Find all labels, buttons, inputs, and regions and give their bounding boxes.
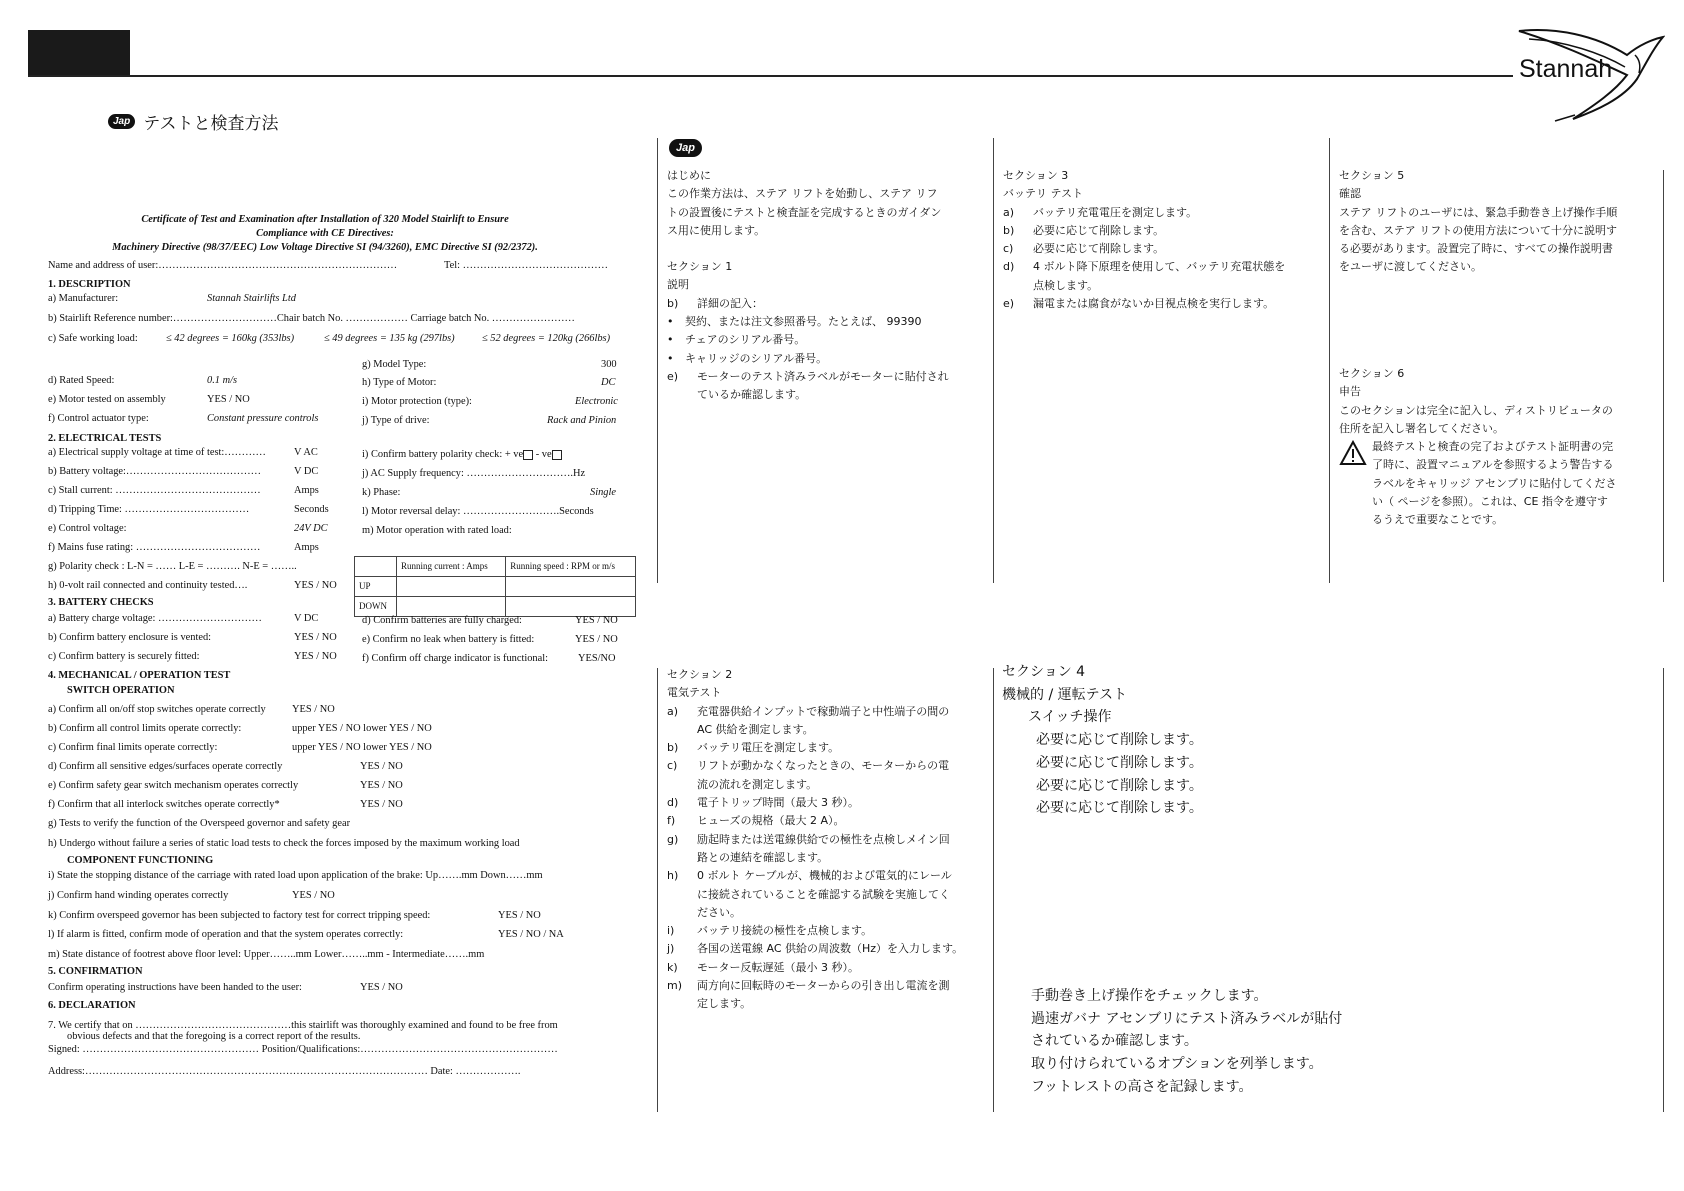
alarm-value: YES / NO / NA — [498, 929, 564, 940]
section-2-heading: セクション 2 — [667, 668, 733, 681]
ac-frequency-field: j) AC Supply frequency: ………………………….Hz — [362, 468, 586, 479]
section-4-bottom-item: 過速ガバナ アセンブリにテスト済みラベルが貼付 — [1031, 1010, 1343, 1027]
section-1-heading: セクション 1 — [667, 260, 733, 274]
item-marker: h) — [667, 869, 679, 883]
item-text: 充電器供給インプットで稼動端子と中性端子の間の — [697, 704, 950, 718]
tel-field: Tel: …………………………………… — [444, 260, 609, 271]
zero-volt-rail-value: YES / NO — [294, 580, 337, 591]
section-2-column — [667, 666, 989, 1014]
warning-block — [1339, 438, 1659, 529]
reference-number-field: b) Stairlift Reference number:…………………………Chair batch No. ……………… Carriage batch No. …………………… — [48, 313, 575, 324]
section-6-column — [1339, 365, 1659, 530]
certify-line-1: 7. We certify that on ………………………………………this stairlift was thoroughly examined and found to be free from — [48, 1020, 558, 1031]
list-item — [1003, 295, 1323, 313]
item-text: バッテリ接続の極性を点検します。 — [697, 924, 873, 938]
section-6-text: 住所を記入し署名してください。 — [1339, 421, 1504, 435]
motor-protection-label: i) Motor protection (type): — [362, 396, 472, 407]
section-3-title: バッテリ テスト — [1003, 187, 1084, 201]
battery-fitted-value: YES / NO — [294, 651, 337, 662]
item-text: ているか確認します。 — [697, 388, 807, 402]
section-5-title: 確認 — [1339, 187, 1361, 201]
section-3-heading: セクション 3 — [1003, 169, 1069, 182]
item-text: 0 ボルト ケーブルが、機械的および電気的にレール — [697, 869, 952, 883]
item-text: 各国の送電線 AC 供給の周波数（Hz）を入力します。 — [697, 942, 964, 956]
intro-line: ス用に使用します。 — [667, 223, 766, 237]
item-text: バッテリ充電電圧を測定します。 — [1033, 205, 1198, 219]
jap-badge-text: Jap — [669, 139, 702, 157]
item-marker: d) — [667, 796, 679, 810]
item-text: 両方向に回転時のモーターからの引き出し電流を測 — [697, 979, 950, 993]
list-item — [1003, 258, 1323, 295]
list-item — [667, 703, 989, 740]
item-marker: m) — [667, 979, 683, 993]
item-marker: f) — [667, 814, 676, 828]
section-4-heading: セクション 4 — [1002, 664, 1086, 680]
column-divider — [1663, 170, 1664, 582]
column-divider — [1329, 138, 1330, 583]
battery-polarity-label: i) Confirm battery polarity check: + ve — [362, 449, 524, 460]
list-item — [667, 867, 989, 922]
item-text: 定します。 — [697, 997, 752, 1011]
item-marker: a) — [1003, 205, 1015, 219]
battery-voltage-field: b) Battery voltage:………………………………… — [48, 466, 261, 477]
hand-winding-value: YES / NO — [292, 890, 335, 901]
overspeed-governor-item: g) Tests to verify the function of the Overspeed governor and safety gear — [48, 818, 351, 829]
batteries-charged-value: YES / NO — [575, 615, 618, 626]
list-item — [667, 959, 989, 977]
item-text: 流の流れを測定します。 — [697, 777, 818, 791]
item-text: に接続されていることを確認する試験を実施してく — [697, 887, 950, 901]
section-6-heading: セクション 6 — [1339, 367, 1405, 380]
page-title — [108, 109, 279, 134]
row-down-label: DOWN — [355, 597, 397, 617]
item-text: AC 供給を測定します。 — [697, 722, 814, 736]
item-marker: b) — [1003, 223, 1015, 237]
column-divider — [993, 668, 994, 1112]
intro-heading: はじめに — [667, 169, 711, 182]
section-6-text: このセクションは完全に記入し、ディストリビュータの — [1339, 403, 1613, 417]
list-item: • キャリッジのシリアル番号。 — [667, 350, 987, 368]
item-text: 点検します。 — [1033, 278, 1099, 292]
item-marker: b) — [667, 741, 679, 755]
no-leak-label: e) Confirm no leak when battery is fitted: — [362, 634, 535, 645]
rated-speed-value: 0.1 m/s — [207, 375, 238, 386]
rated-speed-label: d) Rated Speed: — [48, 375, 115, 386]
battery-vented-label: b) Confirm battery enclosure is vented: — [48, 632, 212, 643]
item-text: 4 ボルト降下原理を使用して、バッテリ充電状態を — [1033, 260, 1286, 274]
item-text: バッテリ電圧を測定します。 — [697, 741, 840, 755]
section-4-column — [1002, 661, 1362, 820]
column-divider — [1663, 668, 1664, 1112]
interlock-switches-value: YES / NO — [360, 799, 403, 810]
up-current-cell[interactable] — [397, 577, 506, 597]
section-5-column — [1339, 167, 1659, 277]
item-text: 路との連結を確認します。 — [697, 850, 829, 864]
running-table — [354, 556, 636, 617]
control-voltage-label: e) Control voltage: — [48, 523, 127, 534]
zero-volt-rail-label: h) 0-volt rail connected and continuity tested…. — [48, 580, 248, 591]
section-4-bottom-item: フットレストの高さを記録します。 — [1031, 1078, 1253, 1095]
intro-column — [667, 167, 987, 405]
section-5-text: をユーザに渡してください。 — [1339, 260, 1482, 274]
supply-voltage-field: a) Electrical supply voltage at time of test:………… — [48, 447, 266, 458]
overspeed-factory-label: k) Confirm overspeed governor has been subjected to factory test for correct tripping speed: — [48, 910, 431, 921]
section-2-title: 電気テスト — [667, 686, 722, 700]
battery-polarity-field — [362, 445, 562, 464]
section-battery-checks: 3. BATTERY CHECKS — [48, 597, 154, 608]
item-text: 必要に応じて削除します。 — [1033, 223, 1165, 237]
table-row — [355, 557, 636, 577]
instructions-handed-label: Confirm operating instructions have been handed to the user: — [48, 982, 302, 993]
list-item — [667, 757, 989, 794]
static-load-item: h) Undergo without failure a series of static load tests to check the forces imposed by the maximum working load — [48, 838, 520, 849]
section-4-item: 必要に応じて削除します。 — [1036, 754, 1203, 771]
list-item — [667, 831, 989, 868]
instructions-handed-value: YES / NO — [360, 982, 403, 993]
stop-switches-label: a) Confirm all on/off stop switches operate correctly — [48, 704, 266, 715]
control-limits-value: upper YES / NO lower YES / NO — [292, 723, 432, 734]
tripping-time-field: d) Tripping Time: ……………………………… — [48, 504, 250, 515]
section-4-bottom — [1031, 985, 1391, 1099]
control-voltage-value: 24V DC — [294, 523, 328, 534]
safety-gear-label: e) Confirm safety gear switch mechanism operates correctly — [48, 780, 299, 791]
section-5-text: る必要があります。設置完了時に、すべての操作説明書 — [1339, 242, 1613, 256]
drive-type-label: j) Type of drive: — [362, 415, 430, 426]
plus-ve-checkbox[interactable] — [523, 450, 533, 460]
motor-type-value: DC — [601, 377, 616, 388]
footrest-distance-field: m) State distance of footrest above floor level: Upper……..mm Lower……..mm - Intermediate…….mm — [48, 949, 485, 960]
phase-label: k) Phase: — [362, 487, 401, 498]
item-marker: b) — [667, 296, 679, 310]
section-4-item: 必要に応じて削除します。 — [1036, 732, 1203, 749]
cert-title-3: Machinery Directive (98/37/EEC) Low Voltage Directive SI (94/3260), EMC Directive SI (92/2372). — [112, 242, 538, 253]
running-speed-header: Running speed : RPM or m/s — [506, 557, 636, 577]
table-row — [355, 577, 636, 597]
list-item — [667, 940, 989, 958]
item-marker: g) — [667, 832, 679, 846]
list-item — [667, 295, 987, 313]
item-marker: c) — [1003, 242, 1014, 256]
list-item — [1003, 240, 1323, 258]
item-text: 漏電または腐食がないか目視点検を実行します。 — [1033, 297, 1275, 311]
phase-value: Single — [590, 487, 616, 498]
header-black-block — [28, 30, 130, 77]
minus-ve-checkbox[interactable] — [552, 450, 562, 460]
item-text: リフトが動かなくなったときの、モーターからの電 — [697, 759, 950, 773]
list-item: • 契約、または注文参照番号。たとえば、 99390 — [667, 313, 987, 331]
section-4-item: 必要に応じて削除します。 — [1036, 777, 1203, 794]
warning-text: い（ ページを参照）。これは、CE 指令を遵守す — [1372, 495, 1608, 509]
batteries-charged-label: d) Confirm batteries are fully charged: — [362, 615, 522, 626]
column-divider — [993, 138, 994, 583]
warning-text: ラベルをキャリッジ アセンブリに貼付してくださ — [1372, 476, 1617, 490]
sensitive-edges-value: YES / NO — [360, 761, 403, 772]
switch-operation-subheading: スイッチ操作 — [1028, 709, 1112, 726]
motor-tested-label: e) Motor tested on assembly — [48, 394, 166, 405]
charge-indicator-label: f) Confirm off charge indicator is functional: — [362, 653, 549, 664]
battery-charge-field: a) Battery charge voltage: ………………………… — [48, 613, 262, 624]
battery-voltage-unit: V DC — [294, 466, 319, 477]
mains-fuse-field: f) Mains fuse rating: ……………………………… — [48, 542, 261, 553]
warning-text: るうえで重要なことです。 — [1372, 513, 1504, 527]
battery-fitted-label: c) Confirm battery is securely fitted: — [48, 651, 200, 662]
item-marker: d) — [1003, 260, 1015, 274]
item-marker: a) — [667, 704, 679, 718]
section-4-title: 機械的 / 運転テスト — [1002, 686, 1128, 703]
item-text: 電子トリップ時間（最大 3 秒）。 — [697, 796, 860, 810]
component-functioning-heading: COMPONENT FUNCTIONING — [67, 855, 214, 866]
safety-gear-value: YES / NO — [360, 780, 403, 791]
drive-type-value: Rack and Pinion — [547, 415, 617, 426]
section-4-bottom-item: 取り付けられているオプションを列挙します。 — [1031, 1056, 1323, 1073]
section-mechanical-test: 4. MECHANICAL / OPERATION TEST — [48, 670, 231, 681]
item-text: 励起時または送電線供給での極性を点検しメイン回 — [697, 832, 950, 846]
section-4-item: 必要に応じて削除します。 — [1036, 800, 1203, 817]
safe-load-42: ≤ 42 degrees = 160kg (353lbs) — [166, 333, 295, 344]
header-rule — [28, 75, 1513, 77]
control-actuator-value: Constant pressure controls — [207, 413, 319, 424]
certify-line-2: obvious defects and that the foregoing is a correct report of the results. — [67, 1031, 361, 1042]
charge-indicator-value: YES/NO — [578, 653, 616, 664]
bullet-text: キャリッジのシリアル番号。 — [685, 351, 828, 365]
battery-charge-unit: V DC — [294, 613, 319, 624]
jap-badge: Jap — [108, 114, 135, 129]
control-limits-label: b) Confirm all control limits operate correctly: — [48, 723, 242, 734]
model-type-label: g) Model Type: — [362, 359, 427, 370]
interlock-switches-label: f) Confirm that all interlock switches operate correctly* — [48, 799, 280, 810]
section-5-text: を含む、ステア リフトの使用方法について十分に説明す — [1339, 223, 1618, 237]
stopping-distance-field: i) State the stopping distance of the carriage with rated load upon application of the brake: Up…….mm Down……mm — [48, 870, 543, 881]
no-leak-value: YES / NO — [575, 634, 618, 645]
item-marker: i) — [667, 924, 675, 938]
item-marker: k) — [667, 960, 678, 974]
motor-tested-value: YES / NO — [207, 394, 250, 405]
motor-protection-value: Electronic — [575, 396, 618, 407]
jap-badge-2 — [669, 136, 702, 157]
supply-voltage-unit: V AC — [294, 447, 318, 458]
manufacturer-label: a) Manufacturer: — [48, 293, 119, 304]
section-4-bottom-item: されているか確認します。 — [1031, 1033, 1198, 1050]
section-6-title: 申告 — [1339, 385, 1361, 399]
manufacturer-value: Stannah Stairlifts Ltd — [207, 293, 296, 304]
item-marker: e) — [667, 369, 679, 383]
list-item — [1003, 204, 1323, 222]
section-5-heading: セクション 5 — [1339, 169, 1405, 182]
section-3-list — [1003, 204, 1323, 314]
control-actuator-label: f) Control actuator type: — [48, 413, 149, 424]
brand-name: Stannah — [1519, 55, 1613, 83]
tripping-time-unit: Seconds — [294, 504, 329, 515]
section-confirmation: 5. CONFIRMATION — [48, 966, 143, 977]
alarm-label: l) If alarm is fitted, confirm mode of operation and that the system operates correctly: — [48, 929, 404, 940]
name-field: Name and address of user:…………………………………………………………… — [48, 260, 398, 271]
bullet-text: チェアのシリアル番号。 — [685, 333, 806, 347]
item-text: 詳細の記入： — [697, 296, 763, 310]
section-2-list — [667, 703, 989, 1014]
safe-load-label: c) Safe working load: — [48, 333, 138, 344]
overspeed-factory-value: YES / NO — [498, 910, 541, 921]
running-current-header: Running current : Amps — [397, 557, 506, 577]
minus-ve-label: - ve — [533, 449, 552, 460]
warning-text: 最終テストと検査の完了およびテスト証明書の完 — [1372, 440, 1614, 454]
sensitive-edges-label: d) Confirm all sensitive edges/surfaces operate correctly — [48, 761, 283, 772]
safe-load-49: ≤ 49 degrees = 135 kg (297lbs) — [324, 333, 455, 344]
list-item — [667, 922, 989, 940]
intro-line: この作業方法は、ステア リフトを始動し、ステア リフ — [667, 187, 938, 201]
switch-operation-heading: SWITCH OPERATION — [67, 685, 175, 696]
row-up-label: UP — [355, 577, 397, 597]
section-5-text: ステア リフトのユーザには、緊急手動巻き上げ操作手順 — [1339, 205, 1618, 219]
list-item — [667, 739, 989, 757]
item-text: モーターのテスト済みラベルがモーターに貼付され — [697, 369, 949, 383]
section-4-bottom-item: 手動巻き上げ操作をチェックします。 — [1031, 988, 1268, 1004]
motor-type-label: h) Type of Motor: — [362, 377, 437, 388]
hand-winding-label: j) Confirm hand winding operates correctly — [48, 890, 229, 901]
mains-fuse-unit: Amps — [294, 542, 319, 553]
stannah-logo — [1515, 25, 1665, 123]
motor-operation-label: m) Motor operation with rated load: — [362, 525, 512, 536]
list-item — [667, 368, 987, 405]
section-electrical-tests: 2. ELECTRICAL TESTS — [48, 433, 162, 444]
address-field: Address:……………………………………………………………………………………… Date: ………………. — [48, 1066, 521, 1077]
bullet-text: 契約、または注文参照番号。たとえば、 99390 — [685, 315, 922, 329]
cert-title-1: Certificate of Test and Examination after Installation of 320 Model Stairlift to Ensure — [141, 214, 509, 225]
intro-line: トの設置後にテストと検査証を完成するときのガイダン — [667, 205, 942, 219]
item-marker: c) — [667, 759, 678, 773]
polarity-check-field: g) Polarity check : L-N = …… L-E = ………. N-E = …….. — [48, 561, 297, 572]
warning-text: 了時に、設置マニュアルを参照するよう警告する — [1372, 458, 1614, 472]
item-text: ださい。 — [697, 905, 741, 919]
item-text: 必要に応じて削除します。 — [1033, 242, 1165, 256]
list-item: • チェアのシリアル番号。 — [667, 331, 987, 349]
list-item — [1003, 222, 1323, 240]
section-3-column — [1003, 167, 1323, 313]
section-description: 1. DESCRIPTION — [48, 279, 131, 290]
item-text: ヒューズの規格（最大 2 A）。 — [697, 814, 845, 828]
list-item — [667, 977, 989, 1014]
section-1-title: 説明 — [667, 278, 689, 292]
list-item — [667, 812, 989, 830]
stall-current-field: c) Stall current: …………………………………… — [48, 485, 261, 496]
signature-field: Signed: …………………………………………… Position/Qualifications:………………………………………………… — [48, 1044, 558, 1055]
column-divider — [657, 668, 658, 1112]
item-marker: j) — [667, 942, 675, 956]
section-declaration: 6. DECLARATION — [48, 1000, 136, 1011]
item-marker: e) — [1003, 297, 1015, 311]
battery-vented-value: YES / NO — [294, 632, 337, 643]
model-type-value: 300 — [601, 359, 617, 370]
stop-switches-value: YES / NO — [292, 704, 335, 715]
safe-load-52: ≤ 52 degrees = 120kg (266lbs) — [482, 333, 611, 344]
up-speed-cell[interactable] — [506, 577, 636, 597]
stall-current-unit: Amps — [294, 485, 319, 496]
warning-icon — [1339, 438, 1372, 529]
cert-title-2: Compliance with CE Directives: — [256, 228, 394, 239]
motor-reversal-field: l) Motor reversal delay: ……………………….Seconds — [362, 506, 594, 517]
item-text: モーター反転遅延（最小 3 秒）。 — [697, 960, 860, 974]
final-limits-value: upper YES / NO lower YES / NO — [292, 742, 432, 753]
list-item — [667, 794, 989, 812]
page-title-text: テストと検査方法 — [143, 114, 279, 134]
column-divider — [657, 138, 658, 583]
final-limits-label: c) Confirm final limits operate correctly: — [48, 742, 218, 753]
